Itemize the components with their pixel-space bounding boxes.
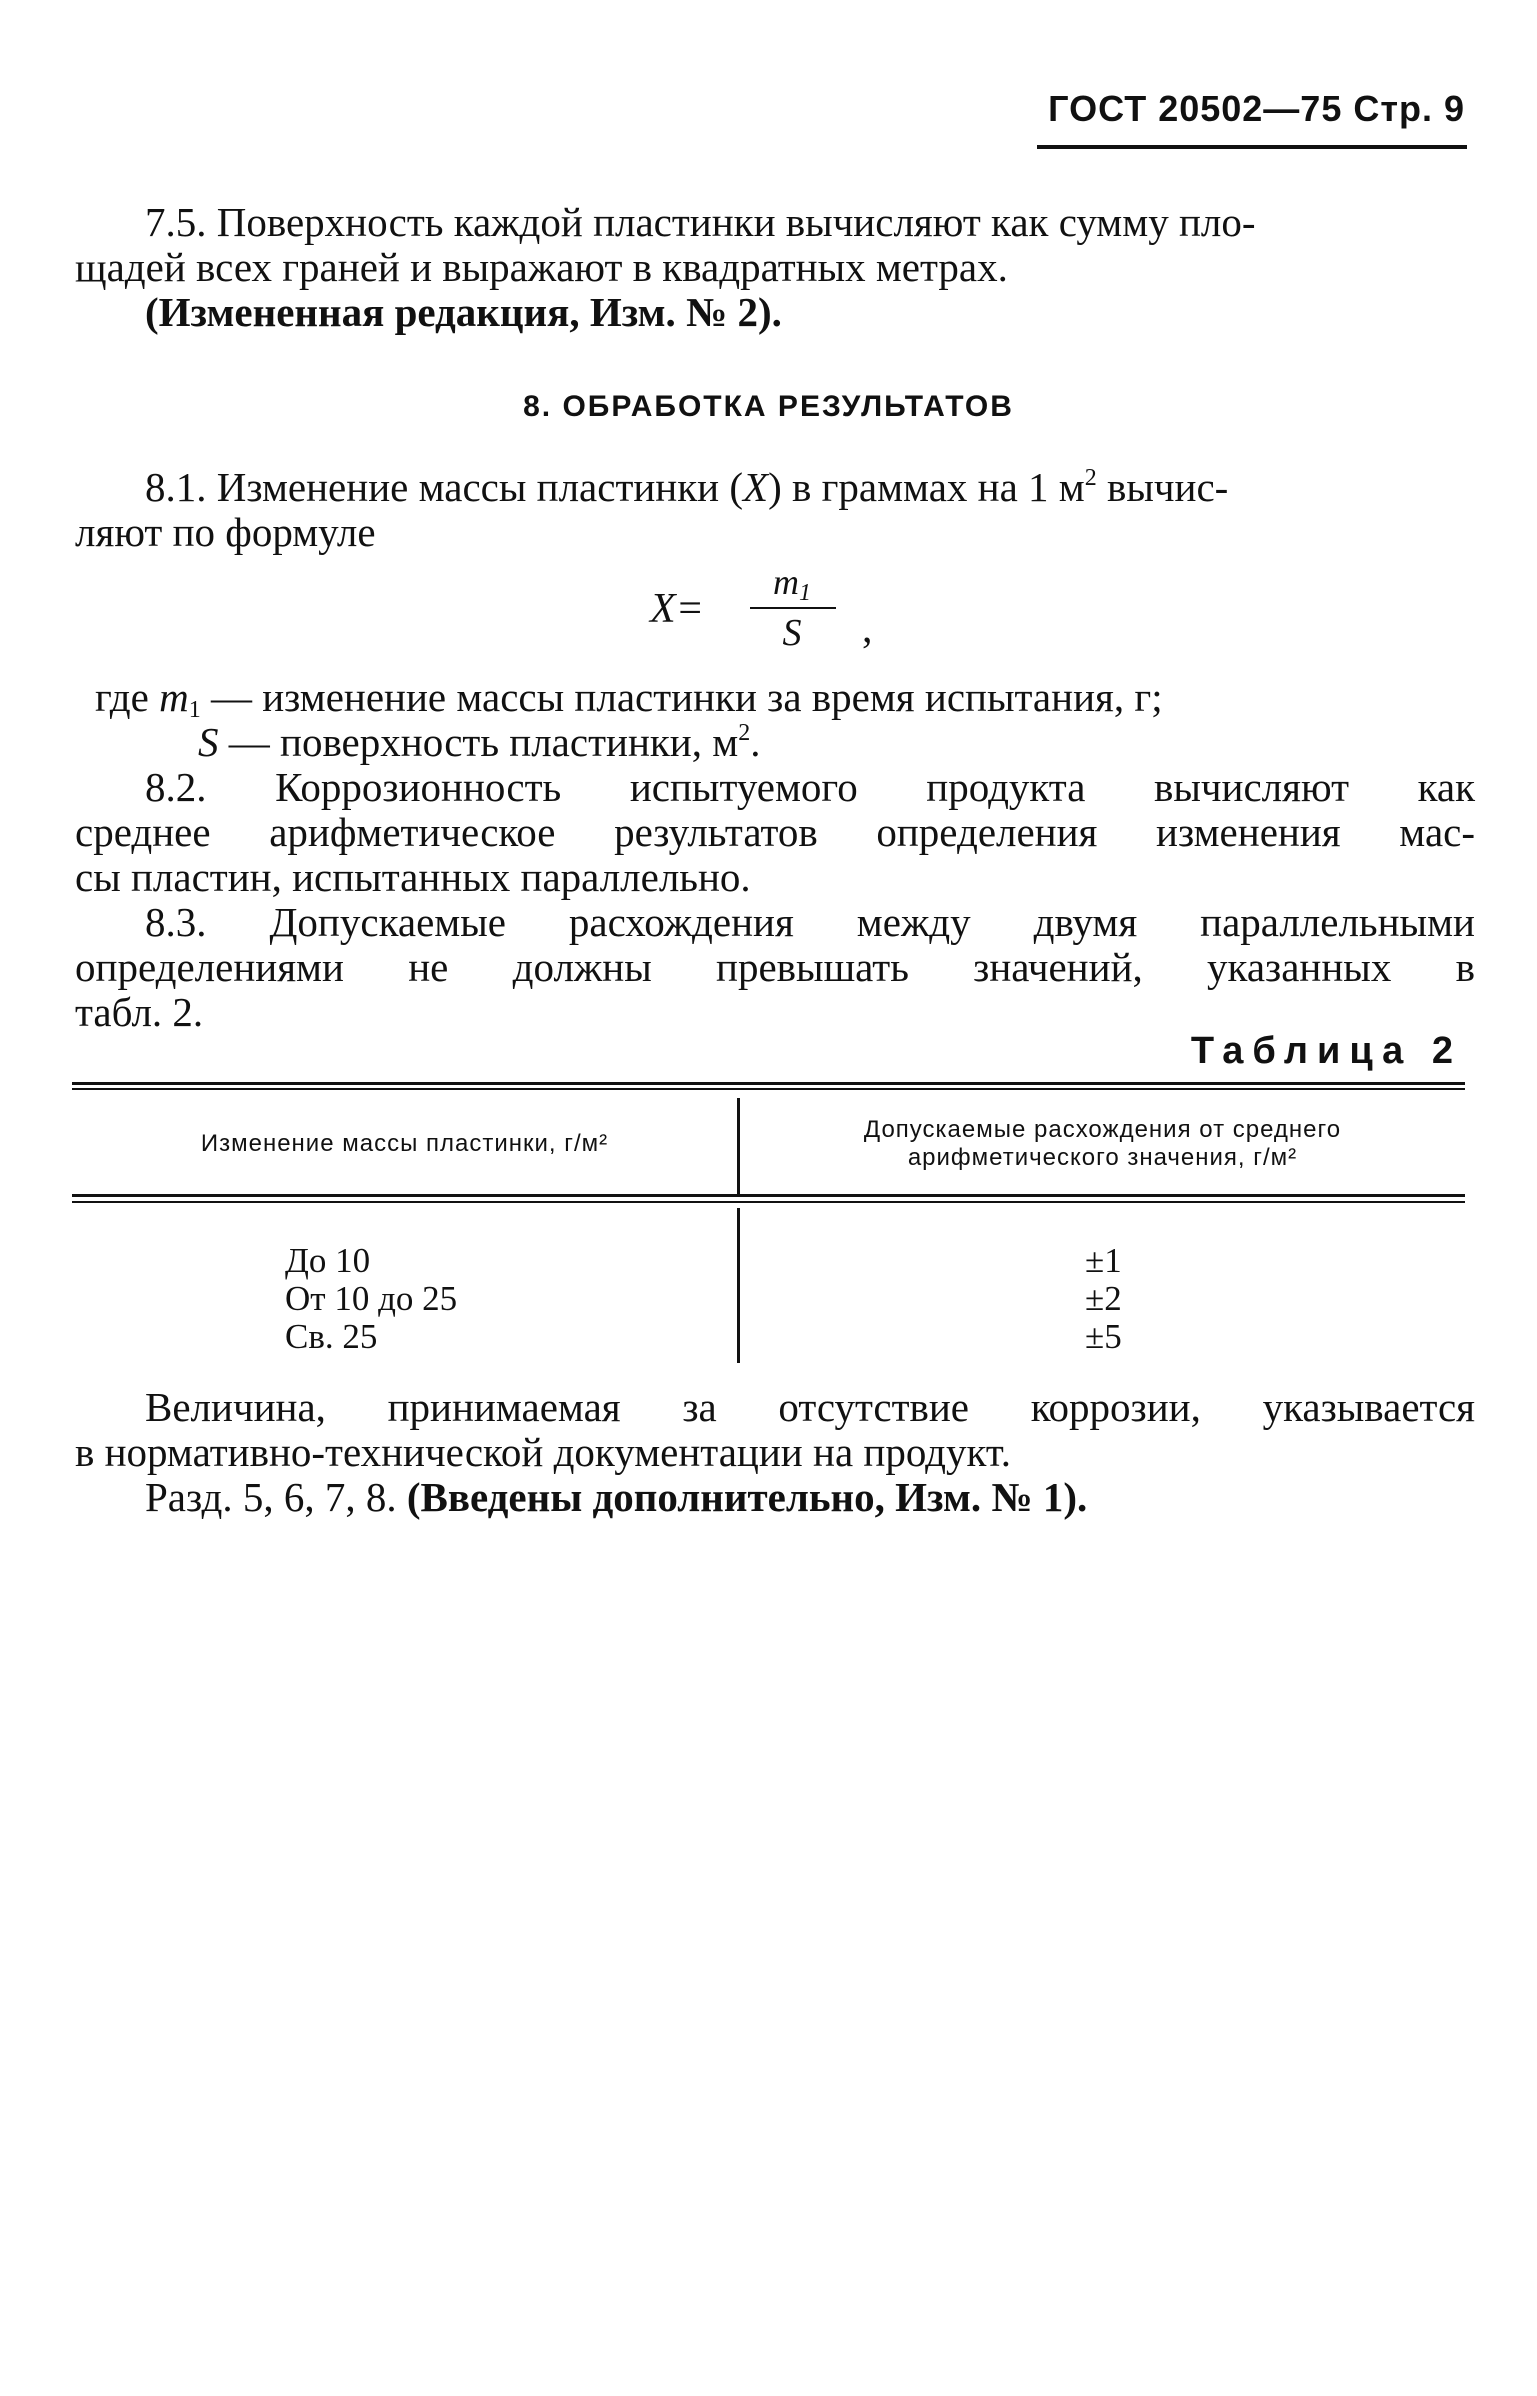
where-m-text: — изменение массы пластинки за время испытания, г; — [200, 674, 1163, 720]
paragraph-8-1 — [75, 465, 1475, 555]
fraction-bar — [750, 607, 836, 609]
formula-num-m: m — [773, 562, 799, 602]
p75-note: (Измененная редакция, Изм. № 2). — [145, 289, 782, 335]
p81-text-b: ) в граммах на 1 м — [768, 464, 1085, 510]
formula-lhs: X= — [650, 586, 704, 632]
table-row-2-mass: От 10 до 25 — [285, 1279, 458, 1318]
p75-line2: щадей всех граней и выражают в квадратных метрах. — [75, 244, 1008, 290]
table-top-rule — [72, 1082, 1465, 1085]
p83-line3: табл. 2. — [75, 989, 204, 1035]
note-no-corrosion — [75, 1385, 1475, 1475]
p81-sup: 2 — [1084, 465, 1097, 491]
p81-text-a: 8.1. Изменение массы пластинки ( — [145, 464, 744, 510]
formula-numerator — [742, 561, 842, 606]
table-body-divider — [737, 1208, 740, 1363]
formula-num-sub: 1 — [799, 580, 811, 606]
formula-comma: , — [862, 606, 873, 652]
table-row-2-tolerance: ±2 — [1085, 1279, 1122, 1318]
p83-line1: 8.3. Допускаемые расхождения между двумя параллельными — [145, 899, 1475, 945]
col2-header-line2: арифметического значения, г/м² — [907, 1144, 1298, 1171]
col2-header-line1: Допускаемые расхождения от среднего — [863, 1116, 1342, 1143]
header-rule — [1037, 145, 1467, 149]
table-row-1-mass: До 10 — [285, 1241, 371, 1280]
table-caption: Таблица 2 — [1190, 1030, 1462, 1072]
p82-line2: среднее арифметическое результатов определения изменения мас- — [75, 809, 1475, 855]
razd-amendment: (Введены дополнительно, Изм. № 1). — [406, 1474, 1088, 1520]
table-header-rule-2 — [72, 1201, 1465, 1203]
note-line2: в нормативно-технической документации на продукт. — [75, 1429, 1011, 1475]
p82-line1: 8.2. Коррозионность испытуемого продукта вычисляют как — [145, 764, 1475, 810]
paragraph-8-2 — [75, 765, 1475, 900]
table-col1-header: Изменение массы пластинки, г/м² — [200, 1130, 609, 1157]
paragraph-8-3 — [75, 900, 1475, 1035]
p83-line2: определениями не должны превышать значений, указанных в — [75, 944, 1475, 990]
razd-note — [75, 1475, 1475, 1520]
table-row-3-tolerance: ±5 — [1085, 1317, 1122, 1356]
where-s-text: — поверхность пластинки, м — [218, 719, 739, 765]
p81-var: X — [743, 464, 769, 510]
note-line1: Величина, принимаемая за отсутствие коррозии, указывается — [145, 1384, 1475, 1430]
p81-text-c: вычис- — [1096, 464, 1229, 510]
table-col2-header — [740, 1116, 1465, 1172]
where-prefix: где — [95, 674, 160, 720]
where-m-symbol: m — [159, 674, 189, 720]
where-m — [95, 674, 1495, 723]
table-row-1-tolerance: ±1 — [1085, 1241, 1122, 1280]
page-header: ГОСТ 20502—75 Стр. 9 — [1048, 88, 1465, 129]
p75-amendment-note — [75, 290, 1475, 335]
table-top-rule-2 — [72, 1088, 1465, 1090]
where-s — [198, 720, 1537, 765]
formula-denominator: S — [782, 612, 802, 654]
p81-line2: ляют по формуле — [75, 509, 376, 555]
paragraph-7-5 — [75, 200, 1475, 290]
table-row-3-mass: Св. 25 — [285, 1317, 378, 1356]
p82-line3: сы пластин, испытанных параллельно. — [75, 854, 751, 900]
where-s-end: . — [750, 719, 761, 765]
where-m-sub: 1 — [188, 697, 201, 723]
where-s-sup: 2 — [738, 720, 751, 746]
p75-line1: 7.5. Поверхность каждой пластинки вычисляют как сумму пло- — [145, 199, 1256, 245]
razd-prefix: Разд. 5, 6, 7, 8. — [145, 1474, 407, 1520]
formula — [650, 562, 873, 654]
section-title: 8. ОБРАБОТКА РЕЗУЛЬТАТОВ — [523, 390, 1014, 423]
table-header-rule — [72, 1194, 1465, 1197]
where-s-symbol: S — [198, 719, 219, 765]
